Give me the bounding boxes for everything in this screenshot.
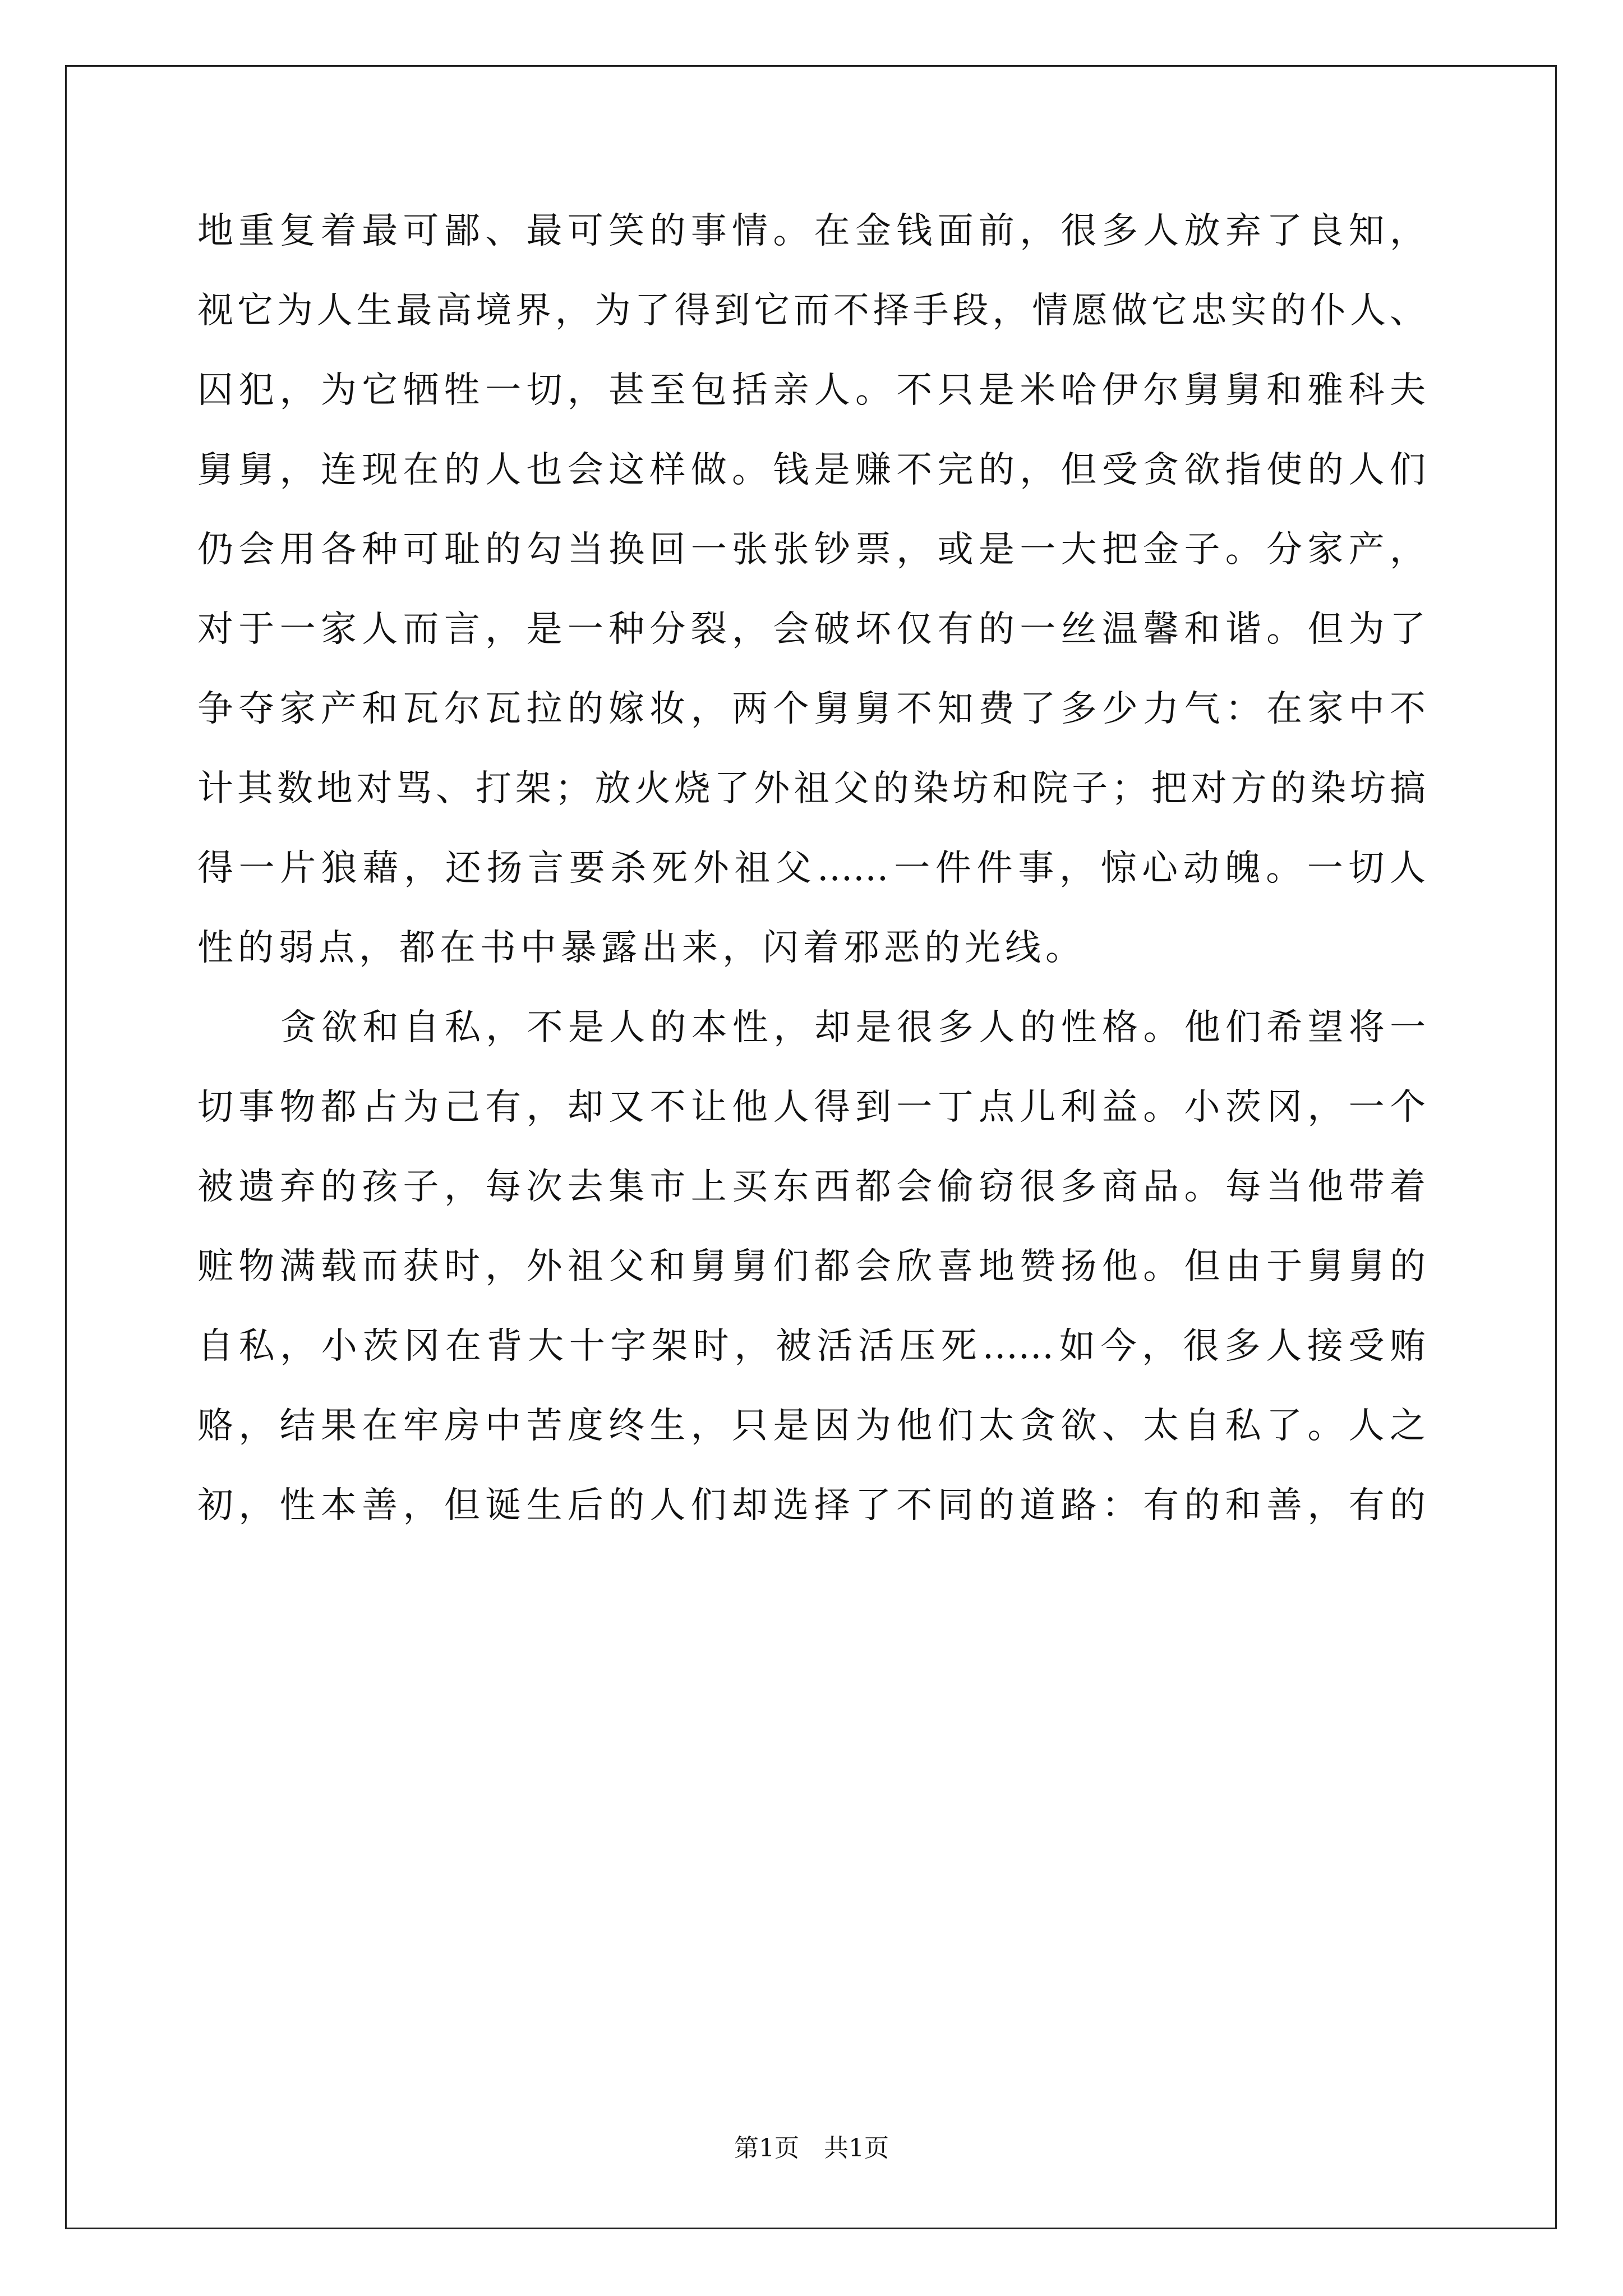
- page-total: 共1页: [824, 2134, 889, 2162]
- text-line: 计其数地对骂、打架；放火烧了外祖父的染坊和院子；把对方的染坊搞: [197, 768, 1426, 809]
- text-line: 仍会用各种可耻的勾当换回一张张钞票，或是一大把金子。分家产，: [197, 529, 1426, 570]
- text-line: 自私，小茨冈在背大十字架时，被活活压死……如今，很多人接受贿: [197, 1326, 1426, 1367]
- text-line-paragraph-start: 贪欲和自私，不是人的本性，却是很多人的性格。他们希望将一: [280, 1007, 1426, 1048]
- text-line: 舅舅，连现在的人也会这样做。钱是赚不完的，但受贪欲指使的人们: [197, 449, 1426, 491]
- text-line: 囚犯，为它牺牲一切，甚至包括亲人。不只是米哈伊尔舅舅和雅科夫: [197, 370, 1426, 411]
- text-line: 得一片狼藉，还扬言要杀死外祖父……一件件事，惊心动魄。一切人: [197, 848, 1426, 889]
- text-line: 对于一家人而言，是一种分裂，会破坏仅有的一丝温馨和谐。但为了: [197, 609, 1426, 650]
- page-number: 第1页: [734, 2134, 799, 2162]
- text-line: 赂，结果在牢房中苦度终生，只是因为他们太贪欲、太自私了。人之: [197, 1405, 1426, 1447]
- text-line: 赃物满载而获时，外祖父和舅舅们都会欣喜地赞扬他。但由于舅舅的: [197, 1246, 1426, 1287]
- text-line: 被遗弃的孩子，每次去集市上买东西都会偷窃很多商品。每当他带着: [197, 1166, 1426, 1208]
- text-line: 地重复着最可鄙、最可笑的事情。在金钱面前，很多人放弃了良知，: [197, 210, 1426, 252]
- page-footer: [0, 2133, 1623, 2164]
- text-line: 视它为人生最高境界，为了得到它而不择手段，情愿做它忠实的仆人、: [197, 290, 1426, 332]
- text-line-paragraph-end: 性的弱点，都在书中暴露出来，闪着邪恶的光线。: [197, 927, 1086, 969]
- text-line: 切事物都占为己有，却又不让他人得到一丁点儿利益。小茨冈，一个: [197, 1087, 1426, 1128]
- text-line: 初，性本善，但诞生后的人们却选择了不同的道路：有的和善，有的: [197, 1485, 1426, 1526]
- text-line: 争夺家产和瓦尔瓦拉的嫁妆，两个舅舅不知费了多少力气：在家中不: [197, 688, 1426, 730]
